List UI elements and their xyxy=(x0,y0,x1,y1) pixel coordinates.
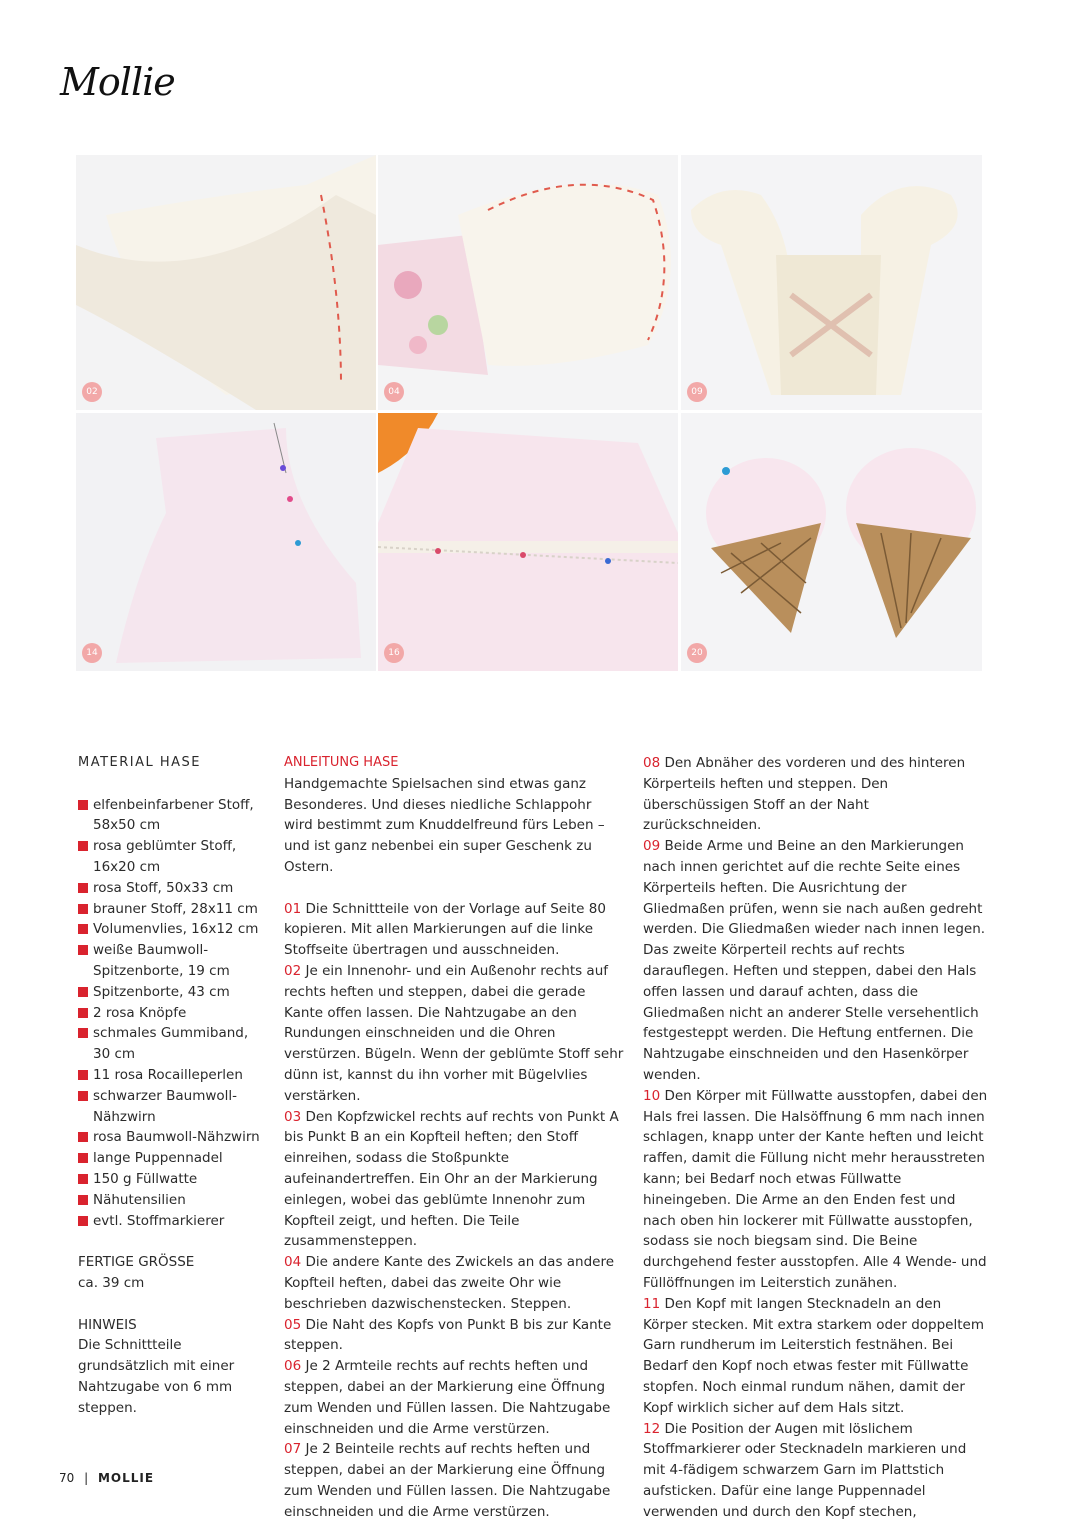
list-item: Spitzenborte, 43 cm xyxy=(78,982,263,1003)
step-badge: 02 xyxy=(82,382,102,402)
step-number: 05 xyxy=(284,1316,302,1333)
step-text: Die Schnittteile von der Vorlage auf Seite 80 kopieren. Mit allen Markierungen auf die linke Stoffseite übertragen und ausschneiden. xyxy=(284,900,606,959)
photo-step-09 xyxy=(681,155,982,410)
step-paragraph xyxy=(643,836,988,1086)
list-item: 11 rosa Rocailleperlen xyxy=(78,1065,263,1086)
step-paragraph xyxy=(643,1086,988,1294)
brand-logo: Mollie xyxy=(60,60,175,104)
step-badge: 20 xyxy=(687,643,707,663)
list-item: evtl. Stoffmarkierer xyxy=(78,1211,263,1232)
page-footer xyxy=(59,1471,154,1485)
step-paragraph xyxy=(284,1107,624,1253)
step-number: 09 xyxy=(643,838,661,855)
list-item: schwarzer Baumwoll-Nähzwirn xyxy=(78,1086,263,1128)
step-text: Je ein Innenohr- und ein Außenohr rechts auf rechts heften und steppen, dabei die gerade Kante offen lassen. Die Nahtzugabe an den Rundungen einschneiden und die Ohren verstürzen. Bügeln. Wenn der geblümte Stoff sehr dünn ist, kannst du ihn vorher mit Bügelvlies verstärken. xyxy=(284,962,624,1104)
step-text: Die Naht des Kopfs von Punkt B bis zur Kante steppen. xyxy=(284,1316,612,1354)
instructions-column-1 xyxy=(284,753,624,1522)
photo-grid xyxy=(76,155,982,671)
step-paragraph xyxy=(643,1419,988,1523)
step-text: Den Abnäher des vorderen und des hinteren Körperteils heften und steppen. Den überschüssigen Stoff an der Naht zurückschneiden. xyxy=(643,755,966,834)
step-number: 11 xyxy=(643,1295,661,1312)
step-text: Den Kopf mit langen Stecknadeln an den Körper stecken. Mit extra starkem oder doppeltem Garn rundherum im Leiterstich festnähen. Bei Bedarf den Kopf noch etwas fester mit Füllwatte stopfen. Noch einmal rundum nähen, damit der Kopf wirklich sicher auf dem Hals sitzt. xyxy=(643,1295,984,1416)
step-paragraph xyxy=(643,1294,988,1419)
photo-step-14 xyxy=(76,413,376,671)
step-badge: 14 xyxy=(82,643,102,663)
step-text: Die andere Kante des Zwickels an das andere Kopfteil heften, dabei das zweite Ohr wie beschrieben dazwischenstecken. Steppen. xyxy=(284,1254,615,1312)
step-paragraph xyxy=(284,899,624,961)
instructions-column-2 xyxy=(643,753,988,1522)
step-number: 10 xyxy=(643,1087,661,1104)
step-text: Beide Arme und Beine an den Markierungen nach innen gerichtet auf die rechte Seite eines Körperteils heften. Die Ausrichtung der Gliedmaßen prüfen, wenn sie nach außen gedreht werden. Die Gliedmaßen wieder nach innen legen. Das zweite Körperteil rechts auf rechts darauflegen. Heften und steppen, dabei den Hals offen lassen und darauf achten, dass die Gliedmaßen nicht an anderer Stelle versehentlich festgesteppt werden. Die Heftung entfernen. Die Nahtzugabe einschneiden und den Hasenkörper wenden. xyxy=(643,838,986,1083)
list-item: Volumenvlies, 16x12 cm xyxy=(78,919,263,940)
list-item: Nähutensilien xyxy=(78,1190,263,1211)
step-badge: 04 xyxy=(384,382,404,402)
step-paragraph xyxy=(284,1252,624,1314)
list-item: rosa Stoff, 50x33 cm xyxy=(78,878,263,899)
material-column xyxy=(78,753,263,1419)
step-paragraph xyxy=(284,1439,624,1522)
step-paragraph xyxy=(284,1315,624,1357)
photo-step-16 xyxy=(378,413,678,671)
list-item: lange Puppennadel xyxy=(78,1148,263,1169)
step-paragraph xyxy=(284,961,624,1107)
step-number: 02 xyxy=(284,962,302,979)
list-item: 2 rosa Knöpfe xyxy=(78,1003,263,1024)
instructions-intro: Handgemachte Spielsachen sind etwas ganz Besonderes. Und dieses niedliche Schlappohr wird bestimmt zum Knuddelfreund fürs Leben – und ist ganz nebenbei ein super Geschenk zu Ostern. xyxy=(284,775,605,875)
list-item: rosa Baumwoll-Nähzwirn xyxy=(78,1127,263,1148)
step-text: Je 2 Armteile rechts auf rechts heften und steppen, dabei an der Markierung eine Öffnung zum Wenden und Füllen lassen. Die Nahtzugabe einschneiden und die Arme verstürzen. xyxy=(284,1358,611,1437)
material-heading: MATERIAL HASE xyxy=(78,755,202,770)
step-number: 06 xyxy=(284,1358,302,1375)
page-number: 70 xyxy=(59,1471,75,1485)
step-text: Den Kopfzwickel rechts auf rechts von Punkt A bis Punkt B an ein Kopfteil heften; den Stoff einreihen, sodass die Stoßpunkte aufeinandertreffen. Ein Ohr an der Markierung einlegen, wobei das geblümte Innenohr zum Kopfteil zeigt, und heften. Die Teile zusammensteppen. xyxy=(284,1108,619,1250)
photo-step-02 xyxy=(76,155,376,410)
step-badge: 09 xyxy=(687,382,707,402)
list-item: weiße Baumwoll-Spitzenborte, 19 cm xyxy=(78,940,263,982)
footer-separator: | xyxy=(84,1471,89,1485)
step-number: 01 xyxy=(284,900,302,917)
step-badge: 16 xyxy=(384,643,404,663)
step-number: 12 xyxy=(643,1420,661,1437)
instructions-heading: ANLEITUNG HASE xyxy=(284,755,399,770)
step-number: 04 xyxy=(284,1254,302,1271)
size-heading: FERTIGE GRÖSSE xyxy=(78,1254,195,1271)
hint-heading: HINWEIS xyxy=(78,1316,137,1333)
step-paragraph xyxy=(643,753,988,836)
material-list xyxy=(78,795,263,1232)
size-value: ca. 39 cm xyxy=(78,1274,145,1291)
photo-step-20 xyxy=(681,413,982,671)
list-item: elfenbeinfarbener Stoff, 58x50 cm xyxy=(78,795,263,837)
photo-step-04 xyxy=(378,155,678,410)
step-paragraph xyxy=(284,1356,624,1439)
step-text: Die Position der Augen mit löslichem Stoffmarkierer oder Stecknadeln markieren und mit 4-fädigem schwarzem Garn im Plattstich aufsticken. Dafür eine lange Puppennadel verwenden und durch den Kopf stechen, xyxy=(643,1420,967,1520)
list-item: rosa geblümter Stoff, 16x20 cm xyxy=(78,836,263,878)
list-item: brauner Stoff, 28x11 cm xyxy=(78,899,263,920)
step-text: Je 2 Beinteile rechts auf rechts heften und steppen, dabei an der Markierung eine Öffnung zum Wenden und Füllen lassen. Die Nahtzugabe einschneiden und die Arme verstürzen. xyxy=(284,1441,611,1520)
step-number: 07 xyxy=(284,1441,302,1458)
list-item: 150 g Füllwatte xyxy=(78,1169,263,1190)
list-item: schmales Gummiband, 30 cm xyxy=(78,1023,263,1065)
step-text: Den Körper mit Füllwatte ausstopfen, dabei den Hals frei lassen. Die Halsöffnung 6 mm nach innen schlagen, knapp unter der Kante heften und leicht raffen, damit die Füllung nicht mehr herausstreten kann; bei Bedarf noch etwas Füllwatte hineingeben. Die Arme an den Enden fest und nach oben hin lockerer mit Füllwatte ausstopfen, sodass sie noch biegsam sind. Die Beine durchgehend fester ausstopfen. Alle 4 Wende- und Füllöffnungen im Leiterstich zunähen. xyxy=(643,1087,988,1291)
hint-text: Die Schnittteile grundsätzlich mit einer Nahtzugabe von 6 mm steppen. xyxy=(78,1337,235,1416)
footer-brand: MOLLIE xyxy=(97,1471,155,1485)
step-number: 03 xyxy=(284,1108,302,1125)
step-number: 08 xyxy=(643,755,661,771)
